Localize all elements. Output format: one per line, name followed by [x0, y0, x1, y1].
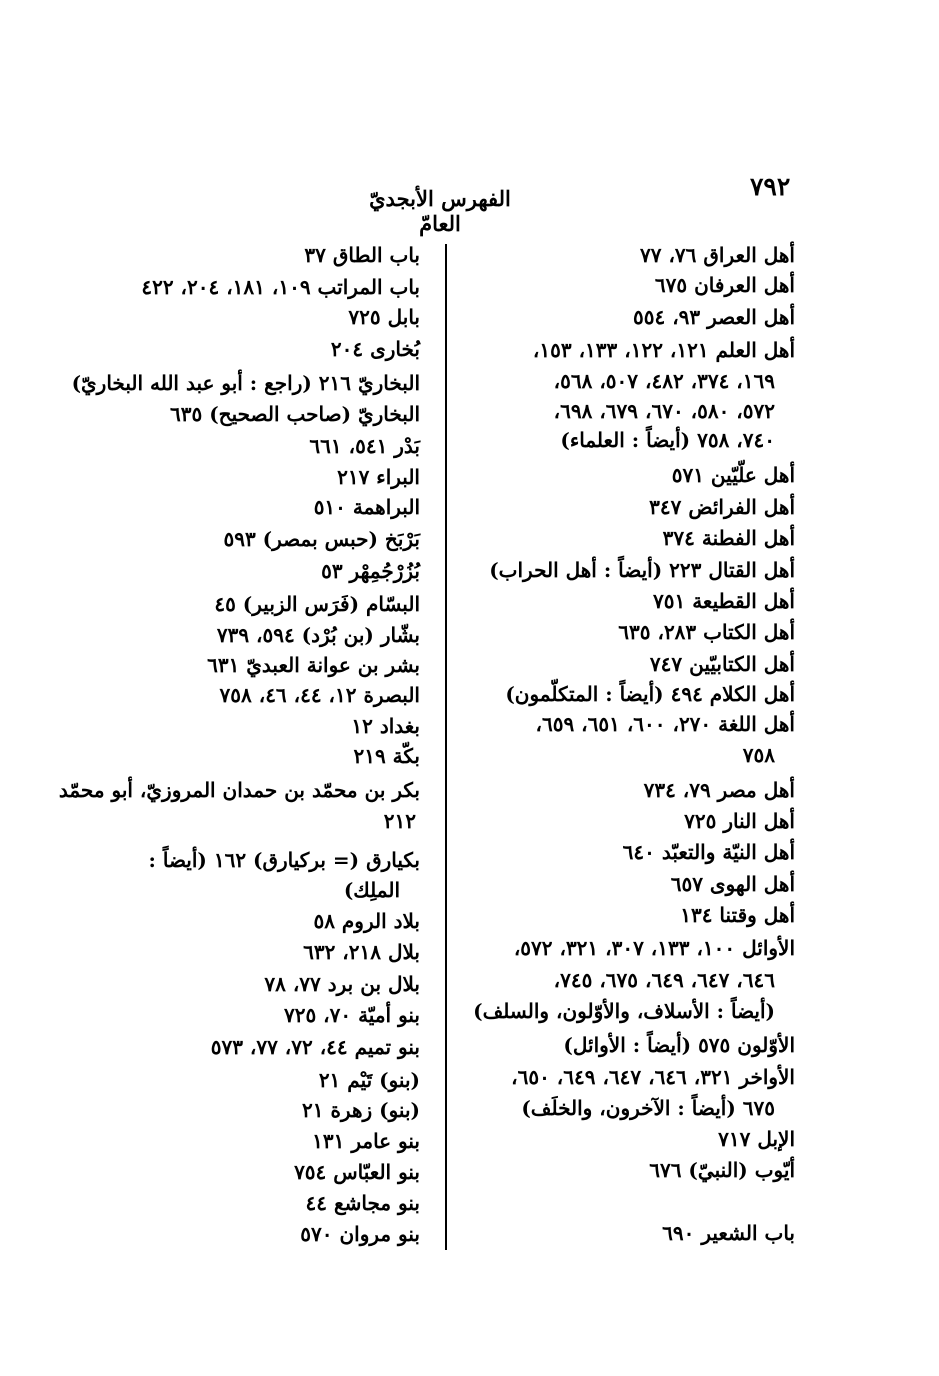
index-entry: باب المراتب ١٠٩، ١٨١، ٢٠٤، ٤٢٢ [141, 275, 420, 299]
running-header: الفهرس الأبجديّ العامّ [369, 186, 511, 236]
index-entry-continuation: ٧٤٠، ٧٥٨ (أيضاً : العلماء) [560, 428, 775, 452]
index-entry: (بنو) زهرة ٢١ [302, 1098, 420, 1122]
index-entry: بشر بن عوانة العبديّ ٦٣١ [207, 653, 420, 677]
index-entry: أهل العرفان ٦٧٥ [654, 273, 795, 297]
index-entry: أهل القتال ٢٢٣ (أيضاً : أهل الحراب) [489, 558, 795, 582]
index-entry: بكيارق (= بركيارق) ١٦٢ (أيضاً : [148, 848, 420, 872]
index-entry: باب الطاق ٣٧ [304, 243, 420, 267]
index-entry: بكّة ٢١٩ [353, 744, 420, 768]
index-entry: أهل العلم ١٢١، ١٢٢، ١٣٣، ١٥٣، [532, 338, 795, 362]
index-entry: أهل الفرائض ٣٤٧ [649, 495, 795, 519]
index-entry: أهل مصر ٧٩، ٧٣٤ [643, 778, 795, 802]
index-entry-continuation: ٦٤٦، ٦٤٧، ٦٤٩، ٦٧٥، ٧٤٥، [553, 968, 775, 992]
index-entry: أهل العصر ٩٣، ٥٥٤ [633, 305, 795, 329]
index-entry: البراء ٢١٧ [337, 465, 420, 489]
index-entry: أهل الكتابيّين ٧٤٧ [649, 652, 795, 676]
index-entry: البسّام (فَرَس الزبير) ٤٥ [214, 592, 420, 616]
index-entry: بَدْر ٥٤١، ٦٦١ [309, 434, 420, 458]
index-entry: أهل الهوى ٦٥٧ [670, 872, 795, 896]
index-entry: البصرة ١٢، ٤٤، ٤٦، ٧٥٨ [219, 683, 420, 707]
index-entry: بنو تميم ٤٤، ٧٢، ٧٧، ٥٧٣ [210, 1035, 420, 1059]
index-entry: بنو العبّاس ٧٥٤ [294, 1160, 420, 1184]
index-entry: الإبل ٧١٧ [718, 1127, 795, 1151]
index-entry-continuation: ٧٥٨ [742, 743, 775, 767]
index-entry: بلال ٢١٨، ٦٣٢ [303, 940, 420, 964]
index-entry: بنو أميّة ٧٠، ٧٢٥ [283, 1003, 420, 1027]
index-entry: البراهمة ٥١٠ [313, 495, 420, 519]
index-entry: أهل الكلام ٤٩٤ (أيضاً : المتكلّمون) [505, 682, 795, 706]
index-entry: البخاريّ (صاحب الصحيح) ٦٣٥ [170, 402, 420, 426]
index-entry: بنو عامر ١٣١ [312, 1129, 420, 1153]
index-entry: بنو مروان ٥٧٠ [300, 1222, 420, 1246]
index-entry: أهل وقتنا ١٣٤ [680, 903, 795, 927]
index-entry: أهل النيّة والتعبّد ٦٤٠ [622, 840, 795, 864]
column-divider [445, 244, 447, 1250]
index-entry: بلال بن برد ٧٧، ٧٨ [264, 972, 420, 996]
index-entry: الأواخر ٣٢١، ٦٤٦، ٦٤٧، ٦٤٩، ٦٥٠، [511, 1065, 795, 1089]
index-entry: بُخارى ٢٠٤ [330, 337, 420, 361]
index-entry: بُزُرْجُمِهْر ٥٣ [321, 559, 420, 583]
page-number: ٧٩٢ [750, 172, 791, 201]
index-entry-continuation: ٥٧٢، ٥٨٠، ٦٧٠، ٦٧٩، ٦٩٨، [553, 399, 775, 423]
index-entry-continuation: ١٦٩، ٣٧٤، ٤٨٢، ٥٠٧، ٥٦٨، [553, 369, 775, 393]
index-entry: بابل ٧٢٥ [348, 305, 420, 329]
index-entry: أهل الفطنة ٣٧٤ [662, 526, 795, 550]
index-entry-continuation: (أيضاً : الأسلاف، والأوّلون، والسلف) [473, 999, 775, 1023]
index-entry: (بنو) تَيْم ٢١ [318, 1068, 420, 1092]
index-entry: بغداد ١٢ [351, 714, 420, 738]
index-entry: باب الشعير ٦٩٠ [662, 1221, 795, 1245]
index-entry-continuation: ٢١٢ [383, 809, 416, 833]
index-entry: أهل القطيعة ٧٥١ [653, 589, 795, 613]
index-entry: بنو مجاشع ٤٤ [305, 1191, 420, 1215]
index-entry: أيّوب (النبيّ) ٦٧٦ [649, 1158, 795, 1182]
index-entry: الأوائل ١٠٠، ١٣٣، ٣٠٧، ٣٢١، ٥٧٢، [513, 936, 795, 960]
index-entry: أهل الكتاب ٢٨٣، ٦٣٥ [618, 620, 795, 644]
index-entry-continuation: ٦٧٥ (أيضاً : الآخرون، والخلَف) [521, 1096, 775, 1120]
index-entry: بلاد الروم ٥٨ [313, 909, 420, 933]
index-entry: بَرْبَخ (حبس بمصر) ٥٩٣ [223, 527, 420, 551]
index-entry: البخاريّ ٢١٦ (راجع : أبو عبد الله البخاريّ) [71, 371, 420, 395]
index-entry: بشّار (بن بُرْد) ٥٩٤، ٧٣٩ [216, 623, 420, 647]
index-entry: أهل علّيّين ٥٧١ [671, 463, 795, 487]
index-entry-continuation: الملِك) [343, 878, 400, 902]
index-entry: الأوّلون ٥٧٥ (أيضاً : الأوائل) [563, 1033, 795, 1057]
index-entry: أهل اللغة ٢٧٠، ٦٠٠، ٦٥١، ٦٥٩، [535, 712, 795, 736]
index-entry: بكر بن محمّد بن حمدان المروزيّ، أبو محمّد [58, 778, 420, 802]
index-entry: أهل النار ٧٢٥ [684, 809, 795, 833]
index-entry: أهل العراق ٧٦، ٧٧ [640, 243, 795, 267]
